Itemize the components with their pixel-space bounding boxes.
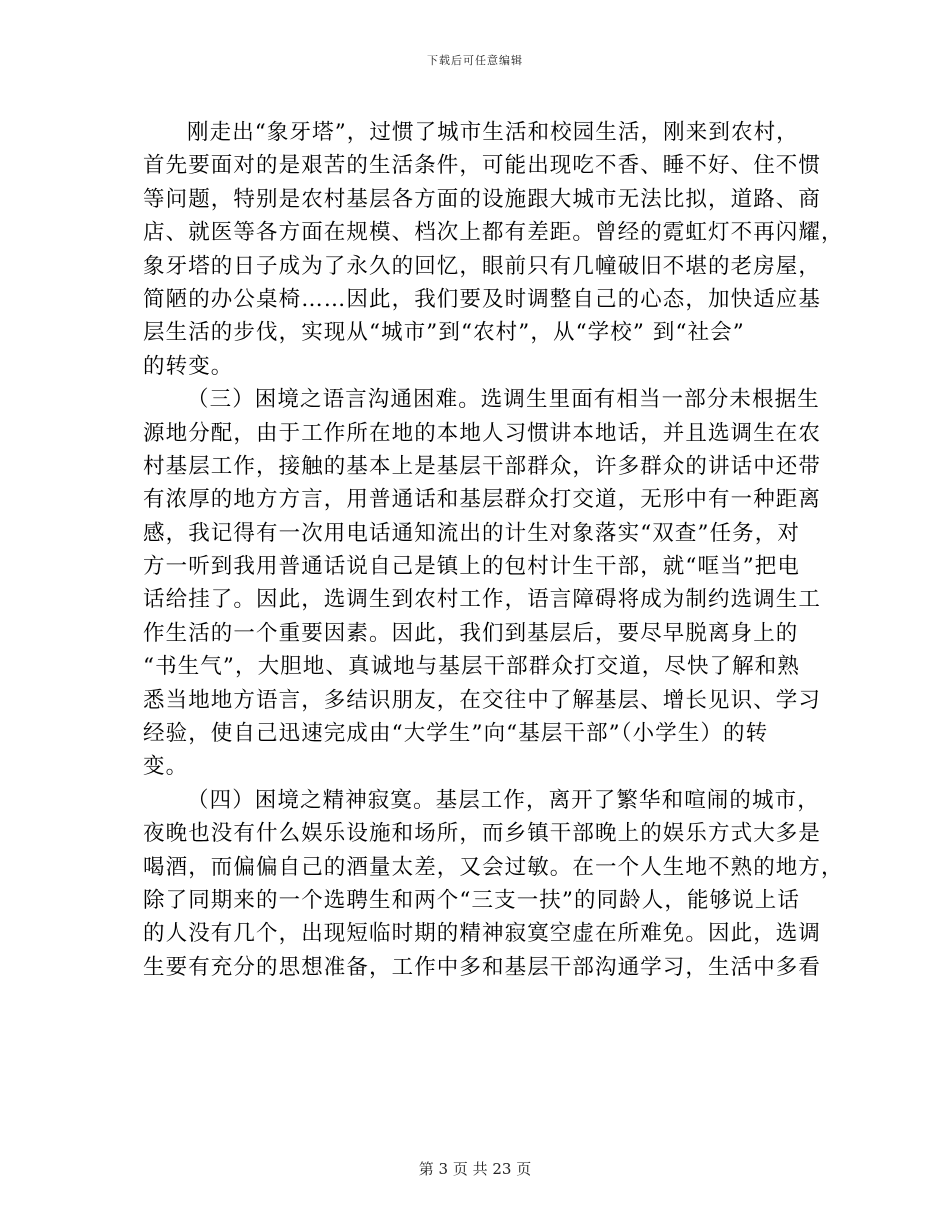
text-line: 店、就医等各方面在规模、档次上都有差距。曾经的霓虹灯不再闪耀， [143,220,844,246]
text-line: 悉当地地方语言，多结识朋友，在交往中了解基层、增长见识、学习 [143,687,822,713]
text-line: 话给挂了。因此，选调生到农村工作，语言障碍将成为制约选调生工 [143,587,822,613]
text-line: 变。 [143,754,189,780]
text-line: 村基层工作，接触的基本上是基层干部群众，许多群众的讲话中还带 [143,453,822,479]
text-line: （三）困境之语言沟通困难。选调生里面有相当一部分未根据生 [187,387,820,413]
text-line: 除了同期来的一个选聘生和两个“三支一扶”的同龄人，能够说上话 [143,887,800,913]
text-line: 源地分配，由于工作所在地的本地人习惯讲本地话，并且选调生在农 [143,420,822,446]
page-header: 下载后可任意编辑 [427,54,523,67]
text-line: 刚走出“象牙塔”，过惯了城市生活和校园生活，刚来到农村， [187,120,799,145]
text-line: 的转变。 [143,353,234,379]
text-line: （四）困境之精神寂寞。基层工作，离开了繁华和喧闹的城市， [187,787,820,813]
document-body [143,116,844,984]
text-line: 方一听到我用普通话说自己是镇上的包村计生干部，就“哐当”把电 [143,554,800,580]
text-line: 首先要面对的是艰苦的生活条件，可能出现吃不香、睡不好、住不惯 [143,153,822,179]
text-line: 等问题，特别是农村基层各方面的设施跟大城市无法比拟，道路、商 [143,186,822,212]
text-line: 有浓厚的地方方言，用普通话和基层群众打交道，无形中有一种距离 [143,487,822,513]
text-line: 喝酒，而偏偏自己的酒量太差，又会过敏。在一个人生地不熟的地方， [143,854,844,880]
text-line: 经验，使自己迅速完成由“大学生”向“基层干部”（小学生）的转 [143,721,769,747]
text-line: “书生气”，大胆地、真诚地与基层干部群众打交道，尽快了解和熟 [143,654,800,680]
text-line: 夜晚也没有什么娱乐设施和场所，而乡镇干部晚上的娱乐方式大多是 [143,821,822,847]
text-line: 简陋的办公桌椅……因此，我们要及时调整自己的心态，加快适应基 [143,286,822,312]
text-line: 象牙塔的日子成为了永久的回忆，眼前只有几幢破旧不堪的老房屋， [143,253,822,279]
text-line: 感，我记得有一次用电话通知流出的计生对象落实“双查”任务，对 [143,520,800,546]
text-line: 的人没有几个，出现短临时期的精神寂寞空虚在所难免。因此，选调 [143,921,822,947]
text-line: 作生活的一个重要因素。因此，我们到基层后，要尽早脱离身上的 [143,620,799,646]
page-number-footer: 第 3 页 共 23 页 [418,1160,532,1178]
text-line: 层生活的步伐，实现从“城市”到“农村”，从“学校” 到“社会” [143,320,745,346]
text-line: 生要有充分的思想准备，工作中多和基层干部沟通学习，生活中多看 [143,954,822,980]
